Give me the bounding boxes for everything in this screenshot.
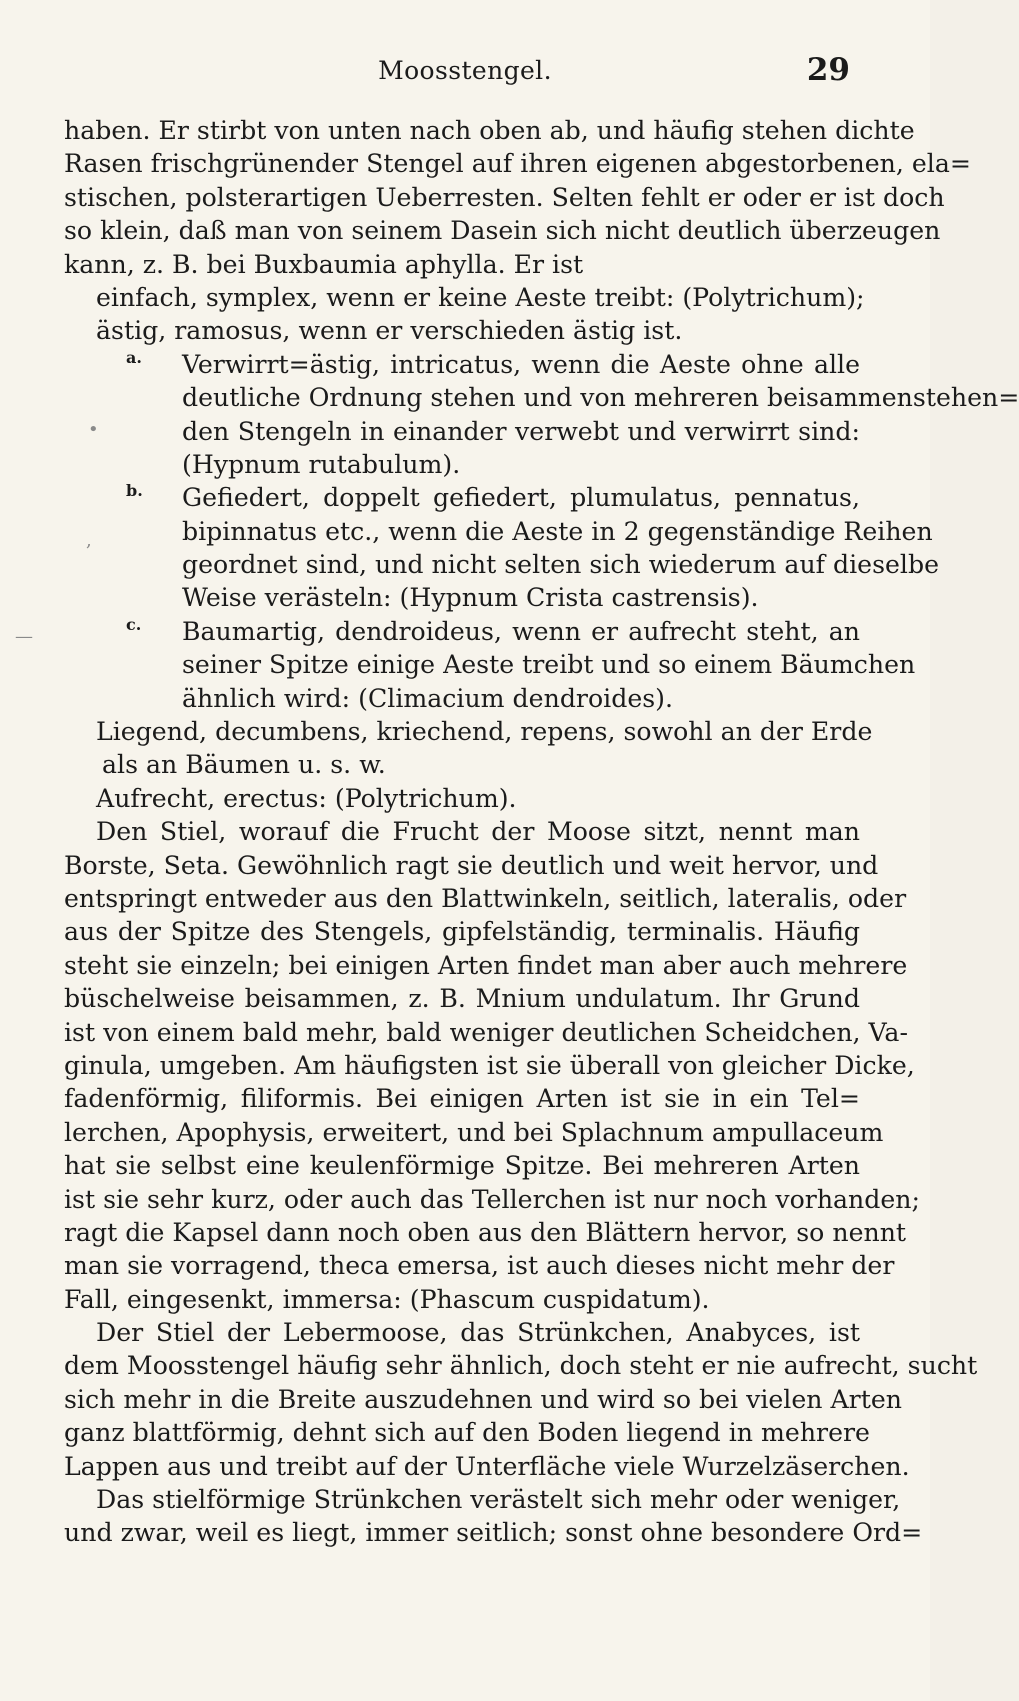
text-line: man sie vorragend, theca emersa, ist auch dieses nicht mehr der	[64, 1251, 895, 1281]
body-text	[64, 114, 1019, 1550]
text-line: steht sie einzeln; bei einigen Arten findet man aber auch mehrere	[64, 950, 908, 980]
text-line: Das stielförmige Strünkchen verästelt sich mehr oder weniger,	[96, 1485, 901, 1515]
text-line: deutliche Ordnung stehen und von mehreren beisammenstehen=	[182, 383, 1019, 413]
text-line: ist von einem bald mehr, bald weniger deutlichen Scheidchen, Va-	[64, 1017, 908, 1047]
text-line: Gefiedert, doppelt gefiedert, plumulatus, pennatus,	[182, 483, 860, 513]
stray-mark: ,	[86, 530, 92, 551]
text-line: Liegend, decumbens, kriechend, repens, sowohl an der Erde	[96, 717, 873, 747]
text-line: bipinnatus etc., wenn die Aeste in 2 gegenständige Reihen	[182, 516, 933, 546]
text-line: Weise verästeln: (Hypnum Crista castrensis).	[182, 583, 759, 613]
list-marker: a.	[126, 347, 142, 367]
text-line: und zwar, weil es liegt, immer seitlich; sonst ohne besondere Ord=	[64, 1518, 923, 1548]
text-line: Den Stiel, worauf die Frucht der Moose sitzt, nennt man	[96, 817, 860, 847]
text-line: hat sie selbst eine keulenförmige Spitze. Bei mehreren Arten	[64, 1151, 860, 1181]
text-line: fadenförmig, filiformis. Bei einigen Arten ist sie in ein Tel=	[64, 1084, 860, 1114]
text-line: stischen, polsterartigen Ueberresten. Selten fehlt er oder er ist doch	[64, 182, 945, 212]
page-number: 29	[806, 52, 850, 88]
text-line: lerchen, Apophysis, erweitert, und bei Splachnum ampullaceum	[64, 1117, 884, 1147]
text-line: Verwirrt=ästig, intricatus, wenn die Aeste ohne alle	[182, 349, 860, 379]
text-line: aus der Spitze des Stengels, gipfelständig, terminalis. Häufig	[64, 917, 860, 947]
text-line: geordnet sind, und nicht selten sich wiederum auf dieselbe	[182, 550, 939, 580]
text-line: Borste, Seta. Gewöhnlich ragt sie deutlich und weit hervor, und	[64, 850, 879, 880]
stray-mark: —	[15, 626, 33, 647]
text-line: dem Moosstengel häufig sehr ähnlich, doch steht er nie aufrecht, sucht	[64, 1351, 978, 1381]
text-line: Rasen frischgrünender Stengel auf ihren eigenen abgestorbenen, ela=	[64, 149, 971, 179]
page-header	[0, 52, 930, 96]
text-line: kann, z. B. bei Buxbaumia aphylla. Er ist	[64, 249, 584, 279]
text-line: (Hypnum rutabulum).	[182, 449, 461, 479]
text-line: Lappen aus und treibt auf der Unterfläche viele Wurzelzäserchen.	[64, 1451, 910, 1481]
text-line: ist sie sehr kurz, oder auch das Tellerchen ist nur noch vorhanden;	[64, 1184, 921, 1214]
text-line: Fall, eingesenkt, immersa: (Phascum cuspidatum).	[64, 1284, 710, 1314]
text-line: Aufrecht, erectus: (Polytrichum).	[96, 783, 517, 813]
text-line: als an Bäumen u. s. w.	[102, 750, 386, 780]
text-line: ästig, ramosus, wenn er verschieden ästig ist.	[96, 316, 683, 346]
text-line: haben. Er stirbt von unten nach oben ab, und häufig stehen dichte	[64, 116, 915, 145]
text-line: Baumartig, dendroideus, wenn er aufrecht steht, an	[182, 616, 860, 646]
text-line: entspringt entweder aus den Blattwinkeln, seitlich, lateralis, oder	[64, 883, 907, 913]
stray-mark: •	[88, 419, 99, 440]
text-line: so klein, daß man von seinem Dasein sich nicht deutlich überzeugen	[64, 216, 941, 246]
text-line: büschelweise beisammen, z. B. Mnium undulatum. Ihr Grund	[64, 984, 860, 1014]
list-marker: c.	[126, 615, 142, 634]
text-line: Der Stiel der Lebermoose, das Strünkchen, Anabyces, ist	[96, 1318, 860, 1348]
text-line: ganz blattförmig, dehnt sich auf den Boden liegend in mehrere	[64, 1418, 870, 1448]
running-head: Moosstengel.	[378, 56, 552, 85]
text-line: ähnlich wird: (Climacium dendroides).	[182, 683, 673, 713]
text-line: sich mehr in die Breite auszudehnen und wird so bei vielen Arten	[64, 1384, 902, 1414]
text-line: einfach, symplex, wenn er keine Aeste treibt: (Polytrichum);	[96, 282, 865, 312]
text-line: den Stengeln in einander verwebt und verwirrt sind:	[182, 416, 860, 446]
text-line: ragt die Kapsel dann noch oben aus den Blättern hervor, so nennt	[64, 1217, 907, 1247]
text-line: ginula, umgeben. Am häufigsten ist sie überall von gleicher Dicke,	[64, 1050, 915, 1080]
list-marker: b.	[126, 481, 143, 501]
text-line: seiner Spitze einige Aeste treibt und so einem Bäumchen	[182, 650, 916, 680]
